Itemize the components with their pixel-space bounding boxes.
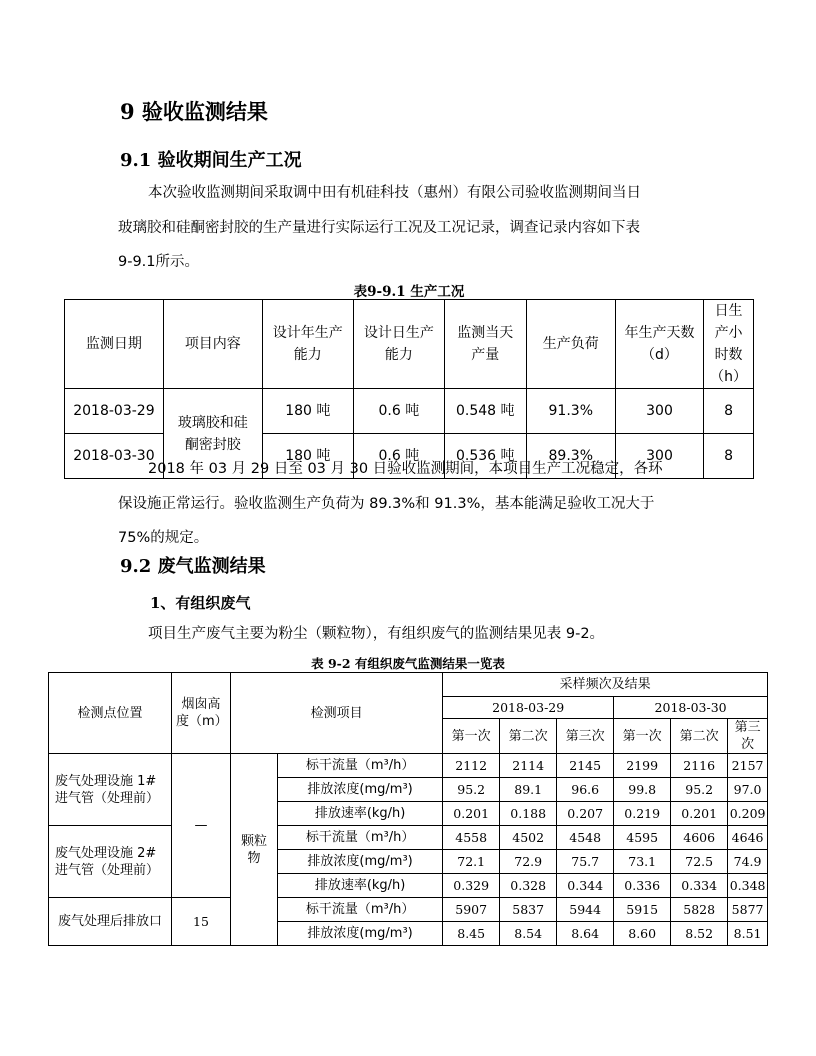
table-cell-product: 玻璃胶和硅酮密封胶 (163, 389, 262, 479)
heading-section-9: 9 验收监测结果 (120, 99, 268, 124)
table-cell-value: 8.45 (443, 922, 500, 946)
table-cell-value: 5837 (500, 898, 557, 922)
paragraph-line: 9-9.1所示。 (118, 254, 200, 270)
table-header-sample: 第三次 (728, 719, 768, 754)
table-cell-value: 73.1 (614, 850, 671, 874)
table-header-cell: 监测日期 (65, 300, 164, 389)
table-cell-value: 0.201 (443, 802, 500, 826)
table-cell-value: 4595 (614, 826, 671, 850)
table-cell-value: 99.8 (614, 778, 671, 802)
table-header-sample: 第三次 (557, 719, 614, 754)
table-header-height: 烟囱高度（m） (172, 673, 231, 754)
heading-section-9-1: 9.1 验收期间生产工况 (120, 150, 302, 171)
table-header-cell: 设计日生产能力 (353, 300, 444, 389)
table-header-date: 2018-03-30 (614, 697, 768, 719)
table-cell-value: 5907 (443, 898, 500, 922)
table-cell-item: 排放浓度(mg/m³) (278, 850, 443, 874)
table-cell-value: 96.6 (557, 778, 614, 802)
table-cell-item: 标干流量（m³/h） (278, 754, 443, 778)
table-cell-item: 排放速率(kg/h) (278, 802, 443, 826)
table-cell-value: 89.1 (500, 778, 557, 802)
table-cell-value: 97.0 (728, 778, 768, 802)
table-cell-value: 74.9 (728, 850, 768, 874)
table-cell-value: 0.207 (557, 802, 614, 826)
table-cell-value: 8.52 (671, 922, 728, 946)
table-header-cell: 项目内容 (163, 300, 262, 389)
table-header-cell: 年生产天数（d） (615, 300, 703, 389)
table-cell-value: 72.5 (671, 850, 728, 874)
table-cell-value: 0.344 (557, 874, 614, 898)
paragraph-line: 项目生产废气主要为粉尘（颗粒物），有组织废气的监测结果见表 9-2。 (148, 626, 605, 642)
table-cell-item: 标干流量（m³/h） (278, 898, 443, 922)
table-header-cell: 日生产小时数（h） (704, 300, 754, 389)
table-cell-value: 0.201 (671, 802, 728, 826)
table-cell-year-capacity: 180 吨 (262, 434, 353, 479)
table-header-sample: 第二次 (671, 719, 728, 754)
table-cell-value: 0.219 (614, 802, 671, 826)
table-cell-location: 废气处理后排放口 (49, 898, 172, 946)
table-header-row (65, 300, 754, 389)
table-1-caption: 表9-9.1 生产工况 (353, 284, 465, 300)
table-cell-height: — (172, 754, 231, 898)
table-cell-output: 0.536 吨 (444, 434, 526, 479)
table-cell-load: 89.3% (526, 434, 615, 479)
table-cell-item: 标干流量（m³/h） (278, 826, 443, 850)
table-row (49, 898, 768, 922)
table-cell-year-capacity: 180 吨 (262, 389, 353, 434)
table-header-cell: 生产负荷 (526, 300, 615, 389)
table-cell-output: 0.548 吨 (444, 389, 526, 434)
sub-heading-organized-exhaust: 1、有组织废气 (150, 594, 251, 612)
table-header-frequency: 采样频次及结果 (443, 673, 768, 697)
paragraph-production-intro (118, 176, 708, 280)
heading-section-9-2: 9.2 废气监测结果 (120, 556, 266, 577)
table-row (49, 826, 768, 850)
paragraph-line: 本次验收监测期间采取调中田有机硅科技（惠州）有限公司验收监测期间当日 (148, 185, 641, 201)
table-cell-day-capacity: 0.6 吨 (353, 389, 444, 434)
paragraph-exhaust-intro (118, 617, 708, 652)
table-cell-value: 0.188 (500, 802, 557, 826)
table-cell-value: 2157 (728, 754, 768, 778)
table-cell-value: 4606 (671, 826, 728, 850)
table-cell-value: 4558 (443, 826, 500, 850)
table-cell-value: 5828 (671, 898, 728, 922)
table-cell-item: 排放浓度(mg/m³) (278, 778, 443, 802)
table-row (49, 754, 768, 778)
table-cell-value: 2112 (443, 754, 500, 778)
exhaust-monitoring-table (48, 672, 768, 946)
table-header-item: 检测项目 (231, 673, 443, 754)
table-cell-value: 95.2 (443, 778, 500, 802)
table-cell-value: 75.7 (557, 850, 614, 874)
table-header-sample: 第二次 (500, 719, 557, 754)
table-cell-value: 8.60 (614, 922, 671, 946)
table-cell-value: 0.348 (728, 874, 768, 898)
table-cell-value: 2145 (557, 754, 614, 778)
table-cell-pollutant: 颗粒物 (231, 754, 278, 946)
table-row (65, 389, 754, 434)
table-cell-value: 0.209 (728, 802, 768, 826)
table-cell-value: 0.329 (443, 874, 500, 898)
table-header-sample: 第一次 (443, 719, 500, 754)
table-cell-value: 72.9 (500, 850, 557, 874)
table-header-sample: 第一次 (614, 719, 671, 754)
table-cell-value: 0.334 (671, 874, 728, 898)
table-cell-item: 排放速率(kg/h) (278, 874, 443, 898)
table-cell-value: 2199 (614, 754, 671, 778)
table-cell-value: 5877 (728, 898, 768, 922)
table-cell-days: 300 (615, 389, 703, 434)
table-cell-hours: 8 (704, 389, 754, 434)
table-cell-value: 4646 (728, 826, 768, 850)
table-cell-value: 5944 (557, 898, 614, 922)
table-cell-value: 72.1 (443, 850, 500, 874)
table-cell-value: 8.51 (728, 922, 768, 946)
table-cell-hours: 8 (704, 434, 754, 479)
table-cell-location: 废气处理设施 2#进气管（处理前） (49, 826, 172, 898)
table-header-cell: 监测当天产量 (444, 300, 526, 389)
table-header-location: 检测点位置 (49, 673, 172, 754)
table-cell-days: 300 (615, 434, 703, 479)
table-header-date: 2018-03-29 (443, 697, 614, 719)
table-cell-location: 废气处理设施 1#进气管（处理前） (49, 754, 172, 826)
table-2-caption: 表 9-2 有组织废气监测结果一览表 (311, 656, 505, 671)
table-cell-value: 2116 (671, 754, 728, 778)
table-cell-value: 8.64 (557, 922, 614, 946)
table-cell-date: 2018-03-29 (65, 389, 164, 434)
table-cell-value: 95.2 (671, 778, 728, 802)
table-cell-date: 2018-03-30 (65, 434, 164, 479)
table-cell-day-capacity: 0.6 吨 (353, 434, 444, 479)
table-cell-value: 4502 (500, 826, 557, 850)
paragraph-line: 玻璃胶和硅酮密封胶的生产量进行实际运行工况及工况记录，调查记录内容如下表 (118, 219, 640, 236)
table-cell-value: 0.336 (614, 874, 671, 898)
paragraph-line: 保设施正常运行。验收监测生产负荷为 89.3%和 91.3%，基本能满足验收工况大于 (118, 495, 655, 512)
paragraph-line: 75%的规定。 (118, 530, 209, 546)
paragraph-line: 2018 年 03 月 29 日至 03 月 30 日验收监测期间，本项目生产工况稳定，各环 (148, 461, 663, 477)
table-cell-value: 0.328 (500, 874, 557, 898)
table-cell-load: 91.3% (526, 389, 615, 434)
table-cell-height: 15 (172, 898, 231, 946)
table-header-cell: 设计年生产能力 (262, 300, 353, 389)
table-cell-item: 排放浓度(mg/m³) (278, 922, 443, 946)
table-header-row (49, 673, 768, 697)
table-cell-value: 8.54 (500, 922, 557, 946)
table-cell-value: 2114 (500, 754, 557, 778)
table-cell-value: 5915 (614, 898, 671, 922)
table-cell-value: 4548 (557, 826, 614, 850)
paragraph-production-summary (118, 452, 708, 556)
